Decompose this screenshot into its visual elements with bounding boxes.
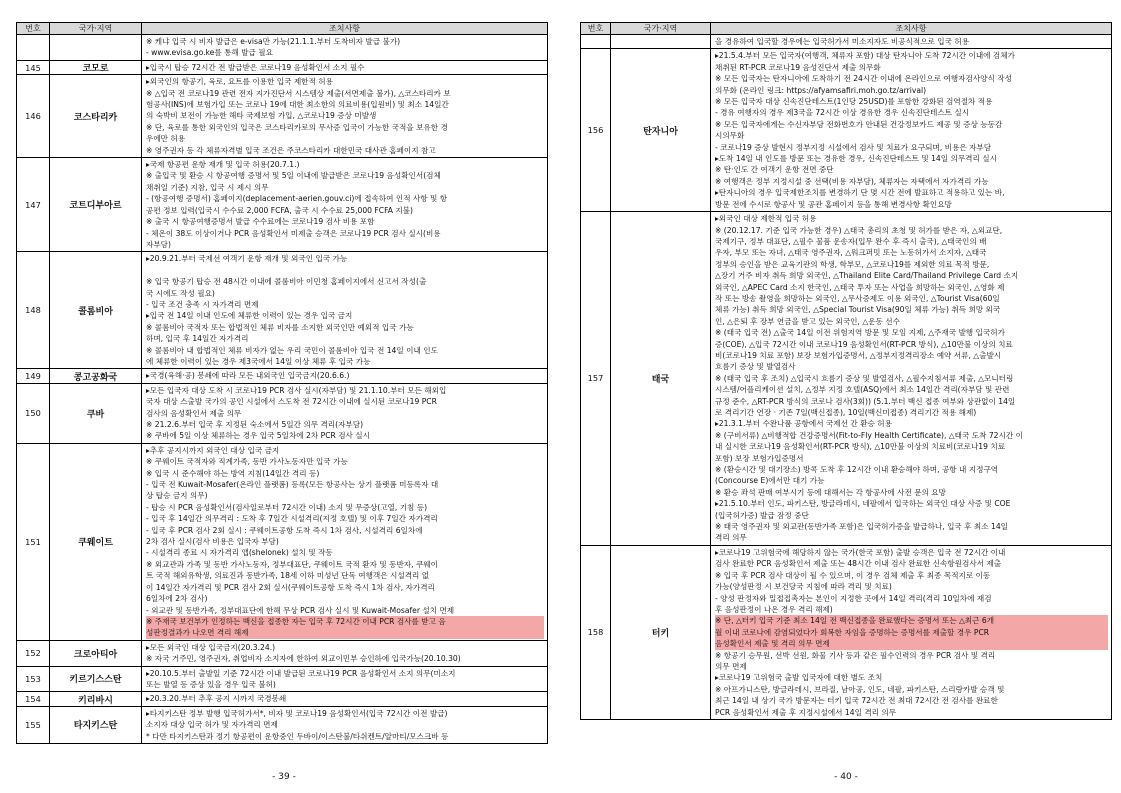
row-measures [142, 60, 548, 74]
measure-line: 최근 14일 내 상기 국가 방문자는 터키 입국 72시간 전 최대 72시간 전 검사를 완료한 [715, 696, 998, 706]
row-country: 쿠웨이트 [50, 443, 142, 640]
measure-line: 소지자 대상 입국 허가 및 자가격리 면제 [146, 720, 278, 730]
measure-line: (Concourse E)에서만 대기 가능 [715, 476, 825, 486]
row-number: 156 [581, 49, 611, 212]
row-number: 146 [17, 75, 50, 158]
measure-line: ※ (20.12.17. 기준 입국 가능한 경우) △태국 총리의 초청 및 허가를 받은 자, △외교단, [715, 225, 1003, 235]
measure-line: - 체온이 38도 이상이거나 PCR 음성확인서 미제출 승객은 코로나19 PCR 검사 실시(비용 [146, 228, 441, 238]
measure-line: ※ 영주권자 등 각 체류자격별 입국 조건은 주코스타리카 대한민국 대사관 홈페이지 참고 [146, 145, 436, 155]
row-number: 158 [581, 545, 611, 719]
measure-line: ※ 주재국 보건부가 인정하는 백신을 접종한 자는 입국 후 72시간 이내 PCR 검사를 받고 음 [146, 616, 544, 627]
measure-line: - 입국 전 Kuwait-Mosafer(온라인 플랫폼) 등록(모든 항공사는 상기 플랫폼 미등록자 대 [146, 480, 439, 490]
row-number: 148 [17, 252, 50, 369]
measure-line: ▸모든 입국자 대상 도착 시 코로나19 PCR 검사 실시(자부담) 및 21.1.10.부터 모든 해외입 [146, 385, 447, 395]
measure-line: 국 시에도 작성 필요) [146, 288, 215, 298]
row-number: 150 [17, 383, 50, 443]
measure-line: 체류 가능) 취득 희망 외국인, △Special Tourist Visa(90일 체류 가능) 취득 희망 외국 [715, 305, 1001, 315]
header-no: 번호 [581, 23, 611, 35]
row-measures [142, 35, 548, 61]
row-country: 태국 [611, 212, 711, 546]
row-country: 코트디부아르 [50, 158, 142, 252]
measure-line: 채취일 기준) 지참, 입국 시 제시 의무 [146, 182, 269, 192]
measure-line: 내 실시한 코로나19 음성확인서(RT-PCR 방식), △10만불 이상의 치료비(코로나19 치료 [715, 442, 1006, 452]
measure-line: ▸입국 전 14일 이내 인도에 체류한 이력이 있는 경우 입국 금지 [146, 311, 353, 321]
measure-line: ※ 콜롬비아 내 합법적인 체류 비자가 없는 우리 국민이 콜롬비아 입국 전 14일 이내 인도 [146, 345, 438, 355]
measure-line: 인, △은퇴 후 장부 연금을 받고 있는 외국인, △운동 선수 [715, 316, 900, 326]
row-country: 크로아티아 [50, 640, 142, 666]
measure-line: 검사의 음성확인서 제출 의무 [146, 408, 242, 418]
left-measures-table [16, 22, 548, 744]
measure-line: ※ 출입국 및 환승 시 항공여행 증명서 및 5일 이내에 발급받은 코로나19 음성확인서(검체 [146, 171, 441, 181]
measure-line: 방문 전에 수시로 항공사 및 공관 홈페이지 등을 통해 변경사항 확인요망 [715, 199, 952, 209]
measure-line: - 입국 후 14일간 의무격리 : 도착 후 7일간 시설격리(지정 호텔) 및 이후 7일간 자가격리 [146, 514, 438, 524]
table-header-row [581, 23, 1112, 35]
row-measures [711, 545, 1112, 719]
row-number: 157 [581, 212, 611, 546]
measure-line: ※ 입국 시 준수해야 하는 방역 지침(14일간 격리 등) [146, 468, 320, 478]
row-measures [711, 49, 1112, 212]
measure-line: 검사 완료한 PCR 음성확인서 제출 또는 48시간 이내 검사 완료한 신속항원검사서 제출 [715, 559, 1002, 569]
measure-line: ▸코로나19 고위험국 출발 입국자에 대한 별도 조치 [715, 673, 883, 683]
measure-line: 월 이내 코로나에 감염되었다가 회복한 자임을 증명하는 증명서를 제출할 경우 PCR [715, 627, 1108, 638]
measure-line: 성판정결과가 나오면 격리 해제 [146, 627, 544, 638]
measure-line: 격리 의무 [715, 533, 747, 543]
measure-line: ※ 태국 영주권자 및 외교관(동반가족 포함)은 입국허가증을 발급하나, 입국 후 최소 14일 [715, 522, 1008, 532]
row-country: 키리바시 [50, 692, 142, 706]
measure-line: ▸20.10.5.부터 출발일 기준 72시간 이내 발급된 코로나19 PCR 음성확인서 소지 의무(미소지 [146, 668, 456, 678]
measure-line: ※ 모든 입국자에게는 수신자부담 전화번호가 안내된 건강정보카드 제공 및 증상 능동감 [715, 119, 1003, 129]
measure-line: ※ (구비서류) △비행적합 건강증명서(Fit-to-Fly Health Certificate), △태국 도착 72시간 이 [715, 430, 1023, 440]
measure-line: 흐름기 증상 및 발열검사 [715, 362, 796, 372]
page-number-right: - 40 - [834, 772, 858, 782]
measure-line: ※ 출국 시 항공여행증명서 발급 수수료에는 코로나19 검사 비용 포함 [146, 217, 375, 227]
measure-line: ※ 쿠웨이트 국적자와 직계가족, 동반 가사노동자만 입국 가능 [146, 457, 348, 467]
measure-line: ▸외국인의 항공기, 육로, 요트를 이용한 입국 제한적 허용 [146, 77, 333, 87]
row-measures [142, 640, 548, 666]
measure-line: 작 또는 방송 촬영을 희망하는 외국인, △무사증제도 이용 외국인, △Tourist Visa(60일 [715, 293, 1000, 303]
measure-line: 에 체류한 이력이 있는 경우 제3국에서 14일 이상 체류 후 입국 가능 [146, 356, 371, 366]
header-measures: 조치사항 [711, 23, 1112, 35]
measure-line: - 탑승 시 PCR 음성확인서(검사일로부터 72시간 이내) 소지 및 무증상(고열, 기침 등) [146, 502, 428, 512]
measure-line: 공편 정보 입력(입국시 수수료 2,000 FCFA, 출국 시 수수료 25,000 FCFA 지불) [146, 205, 413, 215]
table-row [581, 212, 1112, 546]
row-number: 153 [17, 666, 50, 692]
measure-line: 정부의 승인을 받은 교육기관의 학생, 학부모, △코로나19를 제외한 의료 목적 방문, [715, 259, 990, 269]
measure-line: ▸코로나19 고위험국에 해당하지 않는 국가(한국 포함) 출발 승객은 입국 전 72시간 이내 [715, 547, 1006, 557]
measure-line: ※ 항공기 승무원, 선박 선원, 화물 기사 등과 같은 필수인력의 경우 PCR 검사 및 격리 [715, 650, 996, 660]
row-country: 키르기스스탄 [50, 666, 142, 692]
measure-line: 의 숙박비 보전이 가능한 해타 국제보험 가입, △코로나19 증상 미발생 [146, 111, 377, 121]
measure-line: ※ 쿠바에 5일 이상 체류하는 경우 입국 5일차에 2차 PCR 검사 실시 [146, 431, 370, 441]
measure-line: 트 국적 해외유학생, 의료진과 동반가족, 18세 이하 미성년 단독 여행객은 시설격리 없 [146, 571, 430, 581]
measure-line: ▸모든 외국인 대상 입국금지(20.3.24.) [146, 642, 276, 652]
row-country: 쿠바 [50, 383, 142, 443]
row-number [17, 35, 50, 61]
row-measures [142, 75, 548, 158]
measure-line: ▸추후 공지시까지 외국인 대상 입국 금지 [146, 445, 280, 455]
measure-line: 비(코로나19 치료 포함) 보장 보험가입증명서, △정부지정격리장소 예약 서류, △출발시 [715, 350, 1002, 360]
table-row [17, 706, 548, 743]
measure-line: ▸도착 14일 내 인도를 방문 또는 경유한 경우, 신속진단테스트 및 14일 의무격리 실시 [715, 154, 997, 164]
measure-line: ▸국제 항공편 운항 재개 및 입국 허용(20.7.1.) [146, 160, 300, 170]
measure-line: 시의무화 [715, 131, 745, 141]
measure-line: ※ △입국 전 코로나19 관련 전자 지가진단서 시스템상 제출(서면제출 불가), △코스타리카 보 [146, 88, 451, 98]
measure-line: 또는 발열 등 증상 있을 경우 입국 불허) [146, 679, 276, 689]
measure-line: 우에만 허용 [146, 134, 186, 144]
table-row [17, 666, 548, 692]
measure-line: ▸21.5.4.부터 모든 입국자(여행객, 체류자 포함) 대상 탄자니아 도착 72시간 이내에 검체가 [715, 51, 1015, 61]
table-row [17, 60, 548, 74]
measure-line: ※ 콜롬비아 국적자 또는 합법적인 체류 비자를 소지한 외국인만 예외적 입국 가능 [146, 322, 414, 332]
measure-line: 포함) 보장 보험가입증명서 [715, 453, 804, 463]
row-country: 터키 [611, 545, 711, 719]
measure-line: ※ (환승시간 및 대기장소) 방콕 도착 후 12시간 이내 환승해야 하며, 공항 내 지정구역 [715, 465, 999, 475]
measure-line: ※ 여행객은 정부 지정시설 중 선택(비용 자부담), 체류자는 자택에서 자가격리 가능 [715, 176, 989, 186]
measure-line: 증(COE), △입국 72시간 이내 코로나19 음성확인서(RT-PCR 방식), △10만불 이상의 치료 [715, 339, 1013, 349]
right-page [580, 22, 1112, 720]
measure-line: - 입국 조건 충족 시 자가격리 면제 [146, 299, 259, 309]
measure-line: 의무 면제 [715, 661, 747, 671]
measure-line: ※ 입국 항공기 탑승 전 48시간 이내에 콜롬비아 이민청 홈페이지에서 신고서 작성(출 [146, 277, 427, 287]
left-page [16, 22, 548, 744]
measure-line: 우자, 부모 또는 자녀, △태국 영주권자, △워크퍼밋 또는 노동허가서 소지자, △태국 [715, 248, 987, 258]
measure-line: ※ 모든 입국자 대상 신속진단테스트(1인당 25USD)를 포함한 강화된 검역절차 적용 [715, 97, 993, 107]
row-country [611, 35, 711, 49]
row-measures [142, 706, 548, 743]
row-country: 탄자니아 [611, 49, 711, 212]
table-row [17, 692, 548, 706]
measure-line: 국제기구, 정부 대표단, △필수 물품 운송자(입무 완수 후 즉시 출국), △태국인의 배 [715, 236, 987, 246]
measure-line: ※ 케냐 입국 시 비자 발급은 e-visa만 가능(21.1.1.부터 도착비자 발급 불가) [146, 37, 401, 46]
measure-line: - 외교관 및 동반가족, 정부대표단에 한해 무상 PCR 검사 실시 및 Kuwait-Mosafer 설치 면제 [146, 605, 455, 615]
measure-line: ※ 단, 육로를 통한 외국인의 입국은 코스타리카로의 무사증 입국이 가능한 국적을 보유한 경 [146, 122, 448, 132]
measure-line: 을 경유하여 입국할 경우에는 입국허가서 미소지자도 비공식적으로 입국 허용 [715, 37, 970, 46]
row-measures [711, 212, 1112, 546]
measure-line: ※ 단, △터키 입국 기준 최소 14일 전 백신접종을 완료했다는 증명서 또는 △최근 6개 [715, 615, 1108, 626]
measure-line: - 코로나19 증상 발현시 정부지정 시설에서 검사 및 치료가 요구되며, 비용은 자부담 [715, 142, 992, 152]
row-measures [711, 35, 1112, 49]
measure-line: ▸21.3.1.부터 수완나품 공항에서 국제선 간 환승 허용 [715, 419, 892, 429]
measure-line: 채취된 RT-PCR 코로나19 음성진단서 제출 의무화 [715, 62, 881, 72]
measure-line: - 시설격리 종료 시 자가격리 앱(shelonek) 설치 및 작동 [146, 548, 333, 558]
table-row [581, 545, 1112, 719]
measure-line: ※ 탄·인도 간 여객기 운항 전면 중단 [715, 165, 834, 175]
row-number: 154 [17, 692, 50, 706]
measure-line: 가능(양성판정 시 보건당국 지침에 따라 격리 및 치료) [715, 582, 892, 592]
page-number-left: - 39 - [272, 772, 296, 782]
measure-line: 험공사(INS)에 보험가입 또는 코로나 19에 대한 최소한의 의료비용(입원비) 및 최소 14일간 [146, 100, 449, 110]
measure-line [146, 265, 544, 276]
row-measures [142, 383, 548, 443]
row-measures [142, 692, 548, 706]
measure-line: - 경유 여행자의 경우 제3국을 72시간 이상 경유한 경우 신속진단테스트 실시 [715, 108, 970, 118]
table-row [17, 640, 548, 666]
row-country: 콩고공화국 [50, 369, 142, 383]
table-row [17, 35, 548, 61]
measure-line: ※ 아프가니스탄, 방글라데시, 브라질, 남아공, 인도, 네팔, 파키스탄, 스리랑카발 승객 및 [715, 684, 1005, 694]
row-country: 콜롬비아 [50, 252, 142, 369]
row-number: 145 [17, 60, 50, 74]
table-row [17, 443, 548, 640]
header-country: 국가·지역 [50, 23, 142, 35]
measure-line: ▸20.3.20.부터 추후 공지 시까지 국경봉쇄 [146, 694, 287, 704]
measure-line: - 입국 후 PCR 검사 2회 실시 : 쿠웨이트공항 도착 즉시 1차 검사, 시설격리 6일차에 [146, 525, 423, 535]
measure-line: ※ 입국 후 PCR 검사 대상이 될 수 있으며, 이 경우 검체 제출 후 최종 목적지로 이동 [715, 570, 991, 580]
measure-line: ▸타지키스탄 정부 발행 입국허가서*, 비자 및 코로나19 음성확인서(입국 72시간 이전 발급) [146, 708, 448, 718]
measure-line: 로 격리기간 연장 · 기존 7일(백신접종), 10일(백신미접종) 격리기간 적용 해제) [715, 408, 977, 417]
measure-line: ※ (태국 입국 후 조치) △입국시 흐름기 증상 및 발열검사, △필수지침서류 제출, △모니터링 [715, 373, 1014, 383]
measure-line: 후 음성판정이 나온 경우 격리 해제) [715, 604, 833, 614]
row-number: 149 [17, 369, 50, 383]
table-row [581, 35, 1112, 49]
measure-line: ※ 21.2.6.부터 입국 후 지정된 숙소에서 5일간 의무 격리(자부담) [146, 420, 364, 429]
row-measures [142, 666, 548, 692]
measure-line: - 양성 판정자와 밀접접촉자는 본인이 지정한 곳에서 14일 격리(격리 10일차에 재검 [715, 593, 992, 603]
measure-line: 의무화 (온라인 링크: https://afyamsafiri.moh.go.tz/arrival) [715, 85, 927, 95]
measure-line: 국자 대상 스출발 국가의 공인 시설에서 스도착 전 72시간 이내에 실시된 코로나19 PCR [146, 397, 437, 407]
header-country: 국가·지역 [611, 23, 711, 35]
measure-line: ▸국경(육해·공) 봉쇄에 따라 모든 내외국인 입국금지(20.6.6.) [146, 371, 350, 381]
table-header-row [17, 23, 548, 35]
measure-line: △장기 거주 비자 취득 희망 외국인, △Thailand Elite Card/Thailand Privilege Card 소지 [715, 271, 1019, 281]
measure-line: ▸외국인 대상 제한적 입국 허용 [715, 214, 817, 224]
measure-line: ※ 자국 거주민, 영주권자, 취업비자 소지자에 한하여 외교이민부 승인하에 입국가능(20.10.30) [146, 654, 461, 664]
row-number: 155 [17, 706, 50, 743]
measure-line: 하며, 입국 후 14일간 자가격리 [146, 334, 249, 344]
header-no: 번호 [17, 23, 50, 35]
row-number [581, 35, 611, 49]
measure-line: 외국인, △APEC Card 소지 한국인, △태국 투자 또는 사업을 희망하는 외국인, △영화 제 [715, 282, 1005, 292]
row-country: 코모로 [50, 60, 142, 74]
measure-line: ※ 모든 입국자는 탄자니아에 도착하기 전 24시간 이내에 온라인으로 여행자검사양식 작성 [715, 74, 1012, 84]
table-row [17, 383, 548, 443]
row-measures [142, 252, 548, 369]
measure-line: 6일차에 2차 검사) [146, 594, 208, 604]
measure-line: ▸21.5.10.부터 인도, 파키스탄, 방글라데시, 네팔에서 입국하는 외국인 대상 사증 및 COE [715, 499, 1011, 509]
row-measures [142, 443, 548, 640]
row-country: 코스타리카 [50, 75, 142, 158]
measure-line: 상 탑승 금지 의무) [146, 491, 208, 501]
measure-line: - (항공여행 증명서) 홈페이지(deplacement-aerien.gouv.ci)에 접속하여 인적 사항 및 항 [146, 194, 448, 204]
row-number: 151 [17, 443, 50, 640]
table-row [17, 158, 548, 252]
row-number: 147 [17, 158, 50, 252]
right-measures-table [580, 22, 1112, 720]
measure-line: ▸탄자니아의 경우 입국제한조치를 변경하기 단 몇 시간 전에 발표하고 적용하고 있는 바, [715, 188, 1005, 198]
row-measures [142, 158, 548, 252]
table-row [581, 49, 1112, 212]
row-number: 152 [17, 640, 50, 666]
table-row [17, 75, 548, 158]
measure-line: 음성확인서 제출 및 격리 의무 면제 [715, 638, 1108, 649]
row-country [50, 35, 142, 61]
measure-line: ※ 외교관과 가족 및 동반 가사노동자, 정부대표단, 쿠웨이트 국적 환자 및 동반자, 쿠웨이 [146, 559, 438, 569]
measure-line: 이 14일간 자가격리 및 PCR 검사 2회 실시(쿠웨이트공항 도착 즉시 1차 검사, 자가격리 [146, 582, 435, 592]
measure-line: 자부담) [146, 239, 171, 249]
table-row [17, 369, 548, 383]
measure-line: (입국허가증) 발급 잠정 중단 [715, 510, 809, 520]
measure-line: 2차 검사 실시(검사 비용은 입국자 부담) [146, 537, 279, 547]
row-country: 타지키스탄 [50, 706, 142, 743]
measure-line: ※ 환승 좌석 판매 여부시기 등에 대해서는 각 항공사에 사전 문의 요망 [715, 487, 946, 497]
measure-line: PCR 음성확인서 제출 후 지정시설에서 14일 격리 의무 [715, 707, 897, 717]
measure-line: * 다만 타지키스탄과 정기 항공편이 운항중인 두바이/이스탄불/타쉬켄트/알마티/모스크바 등 [146, 731, 449, 741]
measure-line: ※ (태국 입국 전) △출국 14일 이전 위험지역 방문 및 모임 지제, △주재국 발행 입국허가 [715, 328, 1005, 338]
measure-line: 규정 준수, △RT-PCR 방식의 코로나 검사(3회)) (5.1.부터 백신 접종 여부와 상관없이 14일 [715, 396, 1016, 406]
header-measures: 조치사항 [142, 23, 548, 35]
measure-line: - www.evisa.go.ke를 통해 발급 필요 [146, 48, 273, 58]
measure-line: ▸입국시 탑승 72시간 전 발급받은 코로나19 음성확인서 소지 필수 [146, 62, 365, 72]
measure-line: 시스템/어플리케이션 설치, △정부 지정 호텔(ASQ)에서 최소 14일간 격리(자부담 및 관련 [715, 385, 1010, 395]
measure-line: ▸20.9.21.부터 국제선 여객기 운항 재개 및 외국인 입국 가능 [146, 254, 348, 264]
table-row [17, 252, 548, 369]
row-measures [142, 369, 548, 383]
